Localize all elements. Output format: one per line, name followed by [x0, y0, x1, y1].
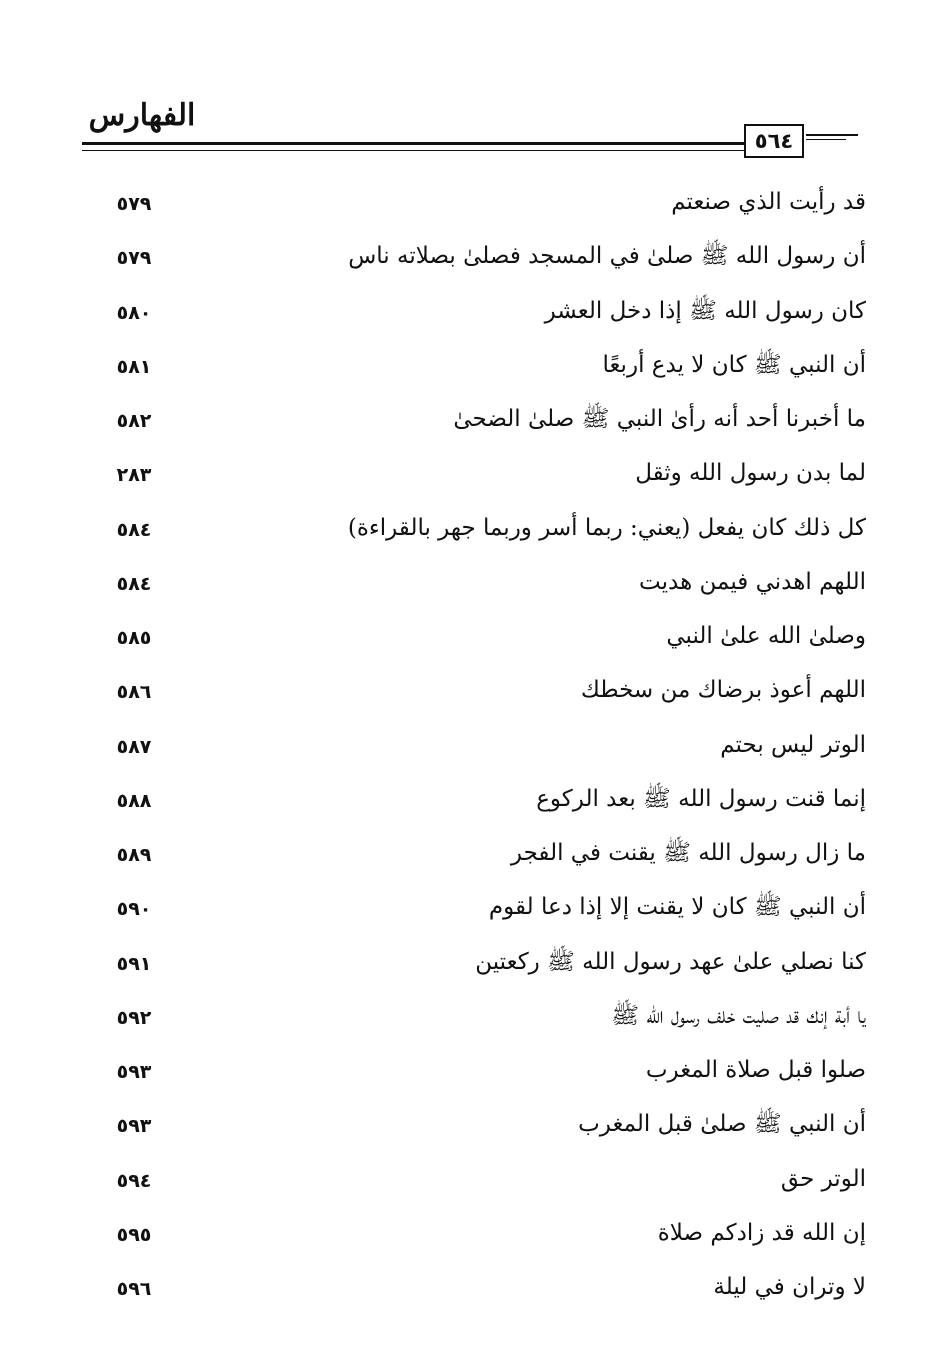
index-entry — [100, 502, 872, 556]
entry-page-number: ٥٨٢ — [116, 410, 152, 432]
index-entry — [100, 1207, 872, 1261]
entry-text: لا وتران في ليلة — [713, 1274, 866, 1300]
entry-page-number: ٥٨٩ — [116, 844, 152, 866]
entry-text: اللهم اهدني فيمن هديت — [639, 568, 866, 595]
header-rule-right-thin — [806, 139, 846, 140]
index-entry — [100, 447, 872, 501]
entry-page-number: ٢٨٣ — [116, 464, 152, 487]
entry-page-number: ٥٧٩ — [116, 193, 152, 215]
entry-page-number: ٥٩٣ — [116, 1061, 152, 1083]
header-rule-thick — [82, 142, 744, 145]
entry-text: كل ذلك كان يفعل (يعني: ربما أسر وربما جهر بالقراءة) — [347, 514, 866, 541]
entry-page-number: ٥٨٤ — [116, 572, 152, 595]
index-entry — [100, 881, 872, 935]
entry-text: اللهم أعوذ برضاك من سخطك — [580, 677, 866, 704]
entry-page-number: ٥٨٥ — [116, 627, 152, 649]
entry-page-number: ٥٩٥ — [116, 1223, 152, 1246]
index-entry — [100, 339, 872, 393]
entry-text: كنا نصلي علىٰ عهد رسول الله ﷺ ركعتين — [475, 948, 866, 975]
index-entry — [100, 176, 872, 230]
entry-text: ما أخبرنا أحد أنه رأىٰ النبي ﷺ صلىٰ الضحىٰ — [453, 406, 866, 432]
index-entry — [100, 664, 872, 718]
entry-page-number: ٥٨٠ — [116, 301, 152, 324]
index-entry — [100, 393, 872, 447]
entry-page-number: ٥٩٦ — [116, 1278, 152, 1300]
entry-page-number: ٥٨٧ — [116, 735, 152, 758]
entry-text: إن الله قد زادكم صلاة — [657, 1219, 866, 1246]
index-entry — [100, 936, 872, 990]
entry-text: لما بدن رسول الله وثقل — [635, 460, 866, 487]
entry-page-number: ٥٨٨ — [116, 789, 152, 812]
index-entry — [100, 285, 872, 339]
entry-text: ما زال رسول الله ﷺ يقنت في الفجر — [510, 840, 866, 866]
entry-text: الوتر حق — [780, 1165, 866, 1192]
hadith-index-list — [100, 176, 872, 1315]
entry-page-number: ٥٩٠ — [116, 898, 152, 921]
page-number: ٥٦٤ — [744, 124, 804, 158]
index-entry — [100, 719, 872, 773]
entry-page-number: ٥٩٣ — [116, 1115, 152, 1138]
entry-page-number: ٥٨٦ — [116, 681, 152, 704]
index-entry — [100, 1044, 872, 1098]
header-rule-right — [806, 134, 858, 136]
index-entry — [100, 827, 872, 881]
entry-text: إنما قنت رسول الله ﷺ بعد الركوع — [536, 785, 866, 812]
index-entry — [100, 1261, 872, 1315]
entry-text: وصلىٰ الله علىٰ النبي — [666, 623, 866, 649]
index-entry — [100, 556, 872, 610]
entry-text: أن النبي ﷺ صلىٰ قبل المغرب — [578, 1111, 866, 1138]
entry-page-number: ٥٩٤ — [116, 1169, 152, 1192]
entry-text: أن رسول الله ﷺ صلىٰ في المسجد فصلىٰ بصلاته ناس — [348, 243, 866, 270]
entry-page-number: ٥٨١ — [116, 355, 152, 378]
entry-page-number: ٥٩٢ — [116, 1006, 152, 1029]
entry-text: أن النبي ﷺ كان لا يقنت إلا إذا دعا لقوم — [488, 894, 866, 921]
entry-page-number: ٥٨٤ — [116, 518, 152, 541]
section-title: الفهارس — [88, 98, 196, 133]
entry-page-number: ٥٩١ — [116, 952, 152, 975]
index-entry — [100, 773, 872, 827]
index-entry — [100, 990, 872, 1044]
entry-text: يا أبة إنك قد صليت خلف رسول الله ﷺ — [611, 1002, 866, 1029]
header-rule-thin — [82, 150, 744, 151]
index-entry — [100, 610, 872, 664]
entry-text: الوتر ليس بحتم — [720, 731, 866, 758]
entry-text: صلوا قبل صلاة المغرب — [645, 1057, 866, 1083]
index-entry — [100, 1153, 872, 1207]
entry-text: أن النبي ﷺ كان لا يدع أربعًا — [602, 351, 866, 378]
entry-text: كان رسول الله ﷺ إذا دخل العشر — [544, 297, 866, 324]
index-entry — [100, 230, 872, 284]
entry-page-number: ٥٧٩ — [116, 247, 152, 270]
page-header — [0, 0, 938, 170]
entry-text: قد رأيت الذي صنعتم — [671, 189, 866, 215]
index-entry — [100, 1098, 872, 1152]
